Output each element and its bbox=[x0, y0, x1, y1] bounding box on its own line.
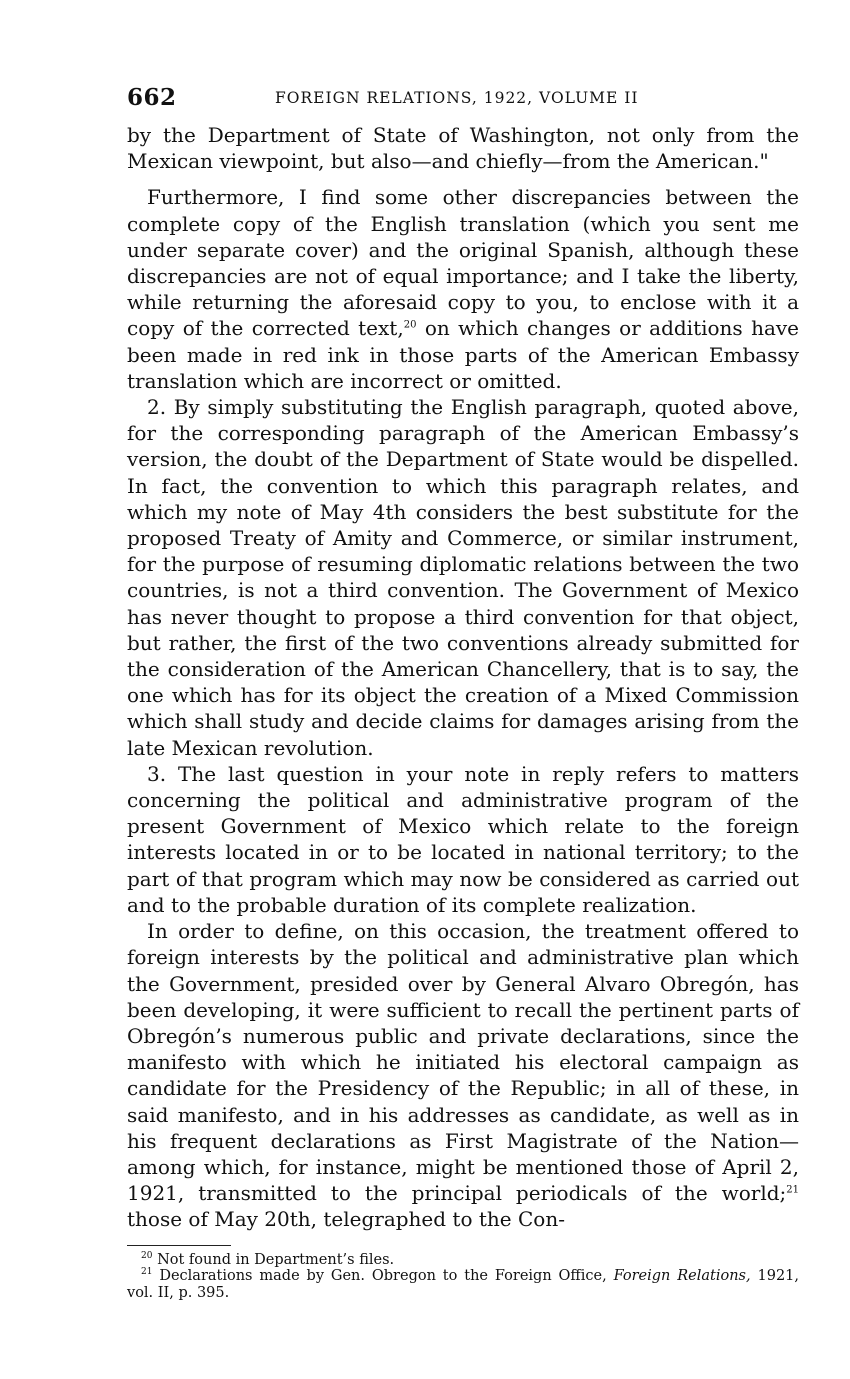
footnotes bbox=[127, 1252, 799, 1302]
footnote-text: Declarations made by Gen. Obregon to the Foreign Office, bbox=[159, 1268, 607, 1285]
footnote-21 bbox=[127, 1268, 799, 1301]
document-page bbox=[127, 82, 799, 1301]
footnote-text: 1921, vol. II, p. 395. bbox=[127, 1268, 800, 1301]
paragraph-text: In order to define, on this occasion, the treatment offered to foreign interests by the political and administrative plan which the Government, presided over by General Alvaro Obregón, has been developing, it were sufficient to recall the pertinent parts of Obregón’s numerous public and private declarations, since the manifesto with which he initiated his electoral campaign as candidate for the Presidency of the Republic; in all of these, in said manifesto, and in his addresses as candidate, as well as in his frequent declarations as First Magistrate of the Nation—among which, for instance, might be mentioned those of April 2, 1921, transmitted to the principal periodicals of the world; bbox=[127, 919, 799, 1206]
paragraph-point-3: 3. The last question in your note in reply refers to matters concerning the political and administrative program of the present Government of Mexico which relate to the foreign interests located in or to be located in national territory; to the part of that program which may now be considered as carried out and to the probable duration of its complete realization. bbox=[127, 761, 799, 917]
footnote-text: Not found in Department’s files. bbox=[157, 1251, 395, 1268]
paragraph-text: Furthermore, I find some other discrepancies between the complete copy of the English translation (which you sent me under separate cover) and the original Spanish, although these discrepancies are not of equal importance; and I take the liberty, while returning the aforesaid copy to you, to enclose with it a copy of the corrected text, bbox=[127, 185, 799, 341]
paragraph-discrepancies bbox=[127, 184, 799, 394]
paragraph-text: those of May 20th, telegraphed to the Con- bbox=[127, 1207, 565, 1232]
running-head: FOREIGN RELATIONS, 1922, VOLUME II bbox=[275, 89, 639, 107]
footnote-reference: 21 bbox=[786, 1184, 799, 1196]
page-number: 662 bbox=[127, 84, 177, 111]
footnote-citation-title: Foreign Relations, bbox=[613, 1268, 751, 1285]
paragraph-foreign-interests bbox=[127, 918, 799, 1232]
footnote-mark: 20 bbox=[141, 1250, 153, 1261]
paragraph-text: on which changes or additions have been made in red ink in those parts of the American Embassy translation which are incorrect or omitted. bbox=[127, 316, 800, 393]
footnote-reference: 20 bbox=[403, 319, 417, 331]
paragraph-continuation: by the Department of State of Washington, not only from the Mexican viewpoint, but also—and chiefly—from the American." bbox=[127, 123, 799, 174]
paragraph-point-2: 2. By simply substituting the English paragraph, quoted above, for the corresponding paragraph of the American Embassy’s version, the doubt of the Department of State would be dispelled. In fact, the convention to which this paragraph relates, and which my note of May 4th considers the best substitute for the proposed Treaty of Amity and Commerce, or similar instrument, for the purpose of resuming diplomatic relations between the two countries, is not a third convention. The Government of Mexico has never thought to propose a third convention for that object, but rather, the first of the two conventions already submitted for the consideration of the American Chancellery, that is to say, the one which has for its object the creation of a Mixed Commission which shall study and decide claims for damages arising from the late Mexican revolution. bbox=[127, 395, 799, 760]
body-text bbox=[127, 122, 799, 1233]
footnote-divider bbox=[127, 1245, 231, 1246]
page-header bbox=[127, 82, 799, 116]
footnote-mark: 21 bbox=[141, 1267, 153, 1278]
footnote-20 bbox=[127, 1252, 799, 1269]
